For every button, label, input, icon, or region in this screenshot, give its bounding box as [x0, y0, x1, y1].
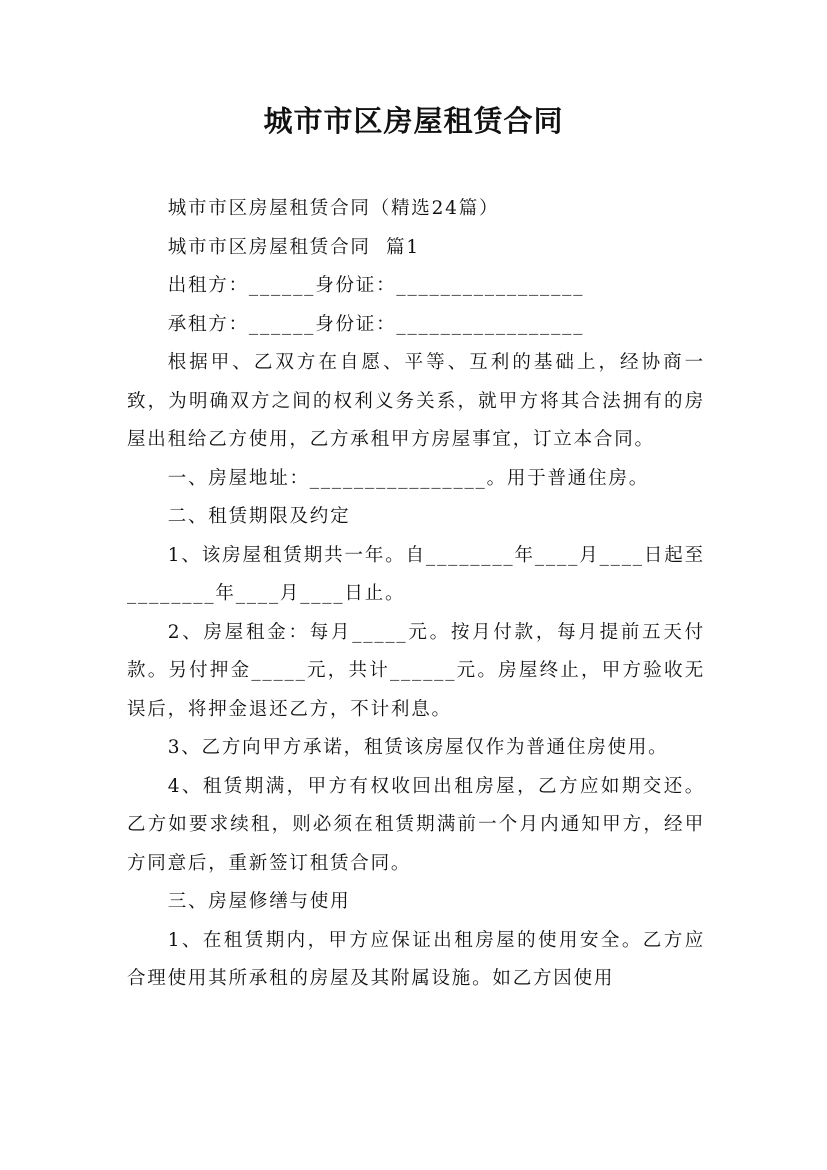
clause-house-address: 一、房屋地址：________________。用于普通住房。: [167, 467, 649, 489]
clause-rent: 2、房屋租金：每月_____元。按月付款，每月提前五天付款。另付押金_____元，共计______元。房屋终止，甲方验收无误后，将押金退还乙方，不计利息。: [127, 621, 705, 720]
document-body: [127, 190, 705, 999]
clause-heading-repair-use: 三、房屋修缮与使用: [167, 891, 351, 912]
clause-safety: 1、在租赁期内，甲方应保证出租房屋的使用安全。乙方应合理使用其所承租的房屋及其附属设施。如乙方因使用: [127, 929, 705, 989]
lessor-line: 出租方：______身份证：_________________: [167, 275, 585, 296]
section-heading: 城市市区房屋租赁合同 篇1: [167, 236, 420, 258]
lessee-line: 承租方：______身份证：_________________: [167, 313, 585, 335]
clause-residential-use: 3、乙方向甲方承诺，租赁该房屋仅作为普通住房使用。: [167, 737, 669, 758]
document-title: 城市市区房屋租赁合同: [263, 104, 564, 138]
clause-heading-lease-term: 二、租赁期限及约定: [167, 506, 351, 527]
clause-lease-expiry: 4、租赁期满，甲方有权收回出租房屋，乙方应如期交还。乙方如要求续租，则必须在租赁期满前一个月内通知甲方，经甲方同意后，重新签订租赁合同。: [127, 775, 705, 874]
preamble-paragraph: 根据甲、乙双方在自愿、平等、互利的基础上，经协商一致，为明确双方之间的权利义务关系，就甲方将其合法拥有的房屋出租给乙方使用，乙方承租甲方房屋事宜，订立本合同。: [127, 352, 705, 450]
clause-lease-period: 1、该房屋租赁期共一年。自________年____月____日起至________年____月____日止。: [127, 544, 705, 604]
subtitle-paragraph: 城市市区房屋租赁合同（精选24篇）: [167, 198, 500, 219]
